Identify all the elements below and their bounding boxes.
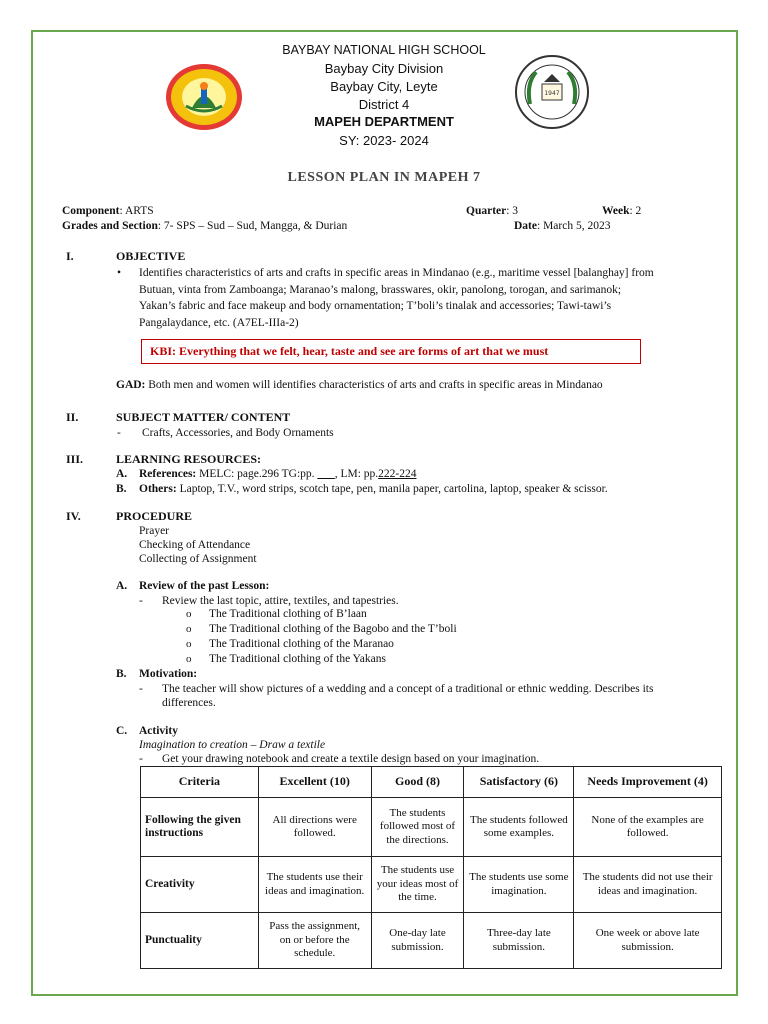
prelim-assignment: Collecting of Assignment [139, 553, 257, 565]
review-bullet-1: o [186, 608, 192, 620]
rubric-cell: One week or above late submission. [574, 913, 722, 969]
activity-title: Activity [139, 725, 178, 737]
school-name: BAYBAY NATIONAL HIGH SCHOOL [282, 43, 486, 57]
review-item-2: The Traditional clothing of the Bagobo and the T’boli [209, 623, 457, 635]
week-value: : 2 [629, 205, 642, 217]
rubric-cell: Three-day late submission. [464, 913, 574, 969]
others-title: Others: [139, 483, 177, 495]
rubric-criteria-cell: Punctuality [141, 913, 259, 969]
activity-text: Get your drawing notebook and create a textile design based on your imagination. [162, 753, 540, 765]
component-label: Component [62, 205, 120, 217]
rubric-cell: All directions were followed. [258, 798, 371, 857]
rubric-header-satisfactory: Satisfactory (6) [464, 767, 574, 798]
objective-line-4: Pangalaydance, etc. (A7EL-IIIa-2) [139, 316, 299, 329]
prelim-prayer: Prayer [139, 525, 170, 537]
objective-bullet: • [117, 267, 122, 279]
rubric-header-criteria: Criteria [141, 767, 259, 798]
prelim-attendance: Checking of Attendance [139, 539, 251, 551]
rubric-header-needs-improvement: Needs Improvement (4) [574, 767, 722, 798]
section-number-4: IV. [66, 509, 81, 523]
kbi-box: KBI: Everything that we felt, hear, taste and see are forms of art that we must [141, 339, 641, 364]
component-value: : ARTS [119, 205, 154, 217]
rubric-cell: The students use some imagination. [464, 857, 574, 913]
objective-line-1: Identifies characteristics of arts and crafts in specific areas in Mindanao (e.g., maritime vessel [balanghay] from [139, 267, 654, 279]
rubric-header-good: Good (8) [371, 767, 464, 798]
city-name: Baybay City, Leyte [330, 79, 438, 94]
subject-dash: - [117, 427, 121, 439]
section-number-1: I. [66, 249, 74, 263]
department-name: MAPEH DEPARTMENT [314, 114, 454, 129]
subject-heading: SUBJECT MATTER/ CONTENT [116, 410, 291, 424]
subject-item: Crafts, Accessories, and Body Ornaments [142, 427, 334, 439]
date-row [514, 219, 610, 233]
procedure-heading: PROCEDURE [116, 509, 193, 523]
review-title: Review of the past Lesson: [139, 580, 270, 592]
school-year: SY: 2023- 2024 [339, 133, 429, 148]
rubric-cell: The students followed most of the directions. [371, 798, 464, 857]
lm-pages: 222-224 [378, 468, 417, 480]
rubric-cell: None of the examples are followed. [574, 798, 722, 857]
rubric-table [140, 766, 722, 969]
objective-line-2: Butuan, vinta from Zamboanga; Maranao’s malong, brasswares, okir, panolong, torogan, and sarimanok; [139, 283, 622, 296]
motivation-line-1: The teacher will show pictures of a wedding and a concept of a traditional or ethnic wedding. Describes its [162, 683, 654, 695]
rubric-cell: The students use your ideas most of the time. [371, 857, 464, 913]
district-name: District 4 [358, 97, 410, 112]
objective-line-3: Yakan’s fabric and face makeup and body ornamentation; T’boli’s tinalak and accessories; Tawi-tawi’s [139, 300, 612, 312]
rubric-header-row [141, 767, 722, 798]
review-item-3: The Traditional clothing of the Maranao [209, 638, 394, 650]
review-item-4: The Traditional clothing of the Yakans [209, 653, 386, 665]
rubric-header-excellent: Excellent (10) [258, 767, 371, 798]
references-text-1: MELC: page.296 TG:pp. [196, 468, 318, 480]
review-bullet-2: o [186, 623, 192, 635]
references-text-2: , LM: pp. [334, 468, 379, 480]
section-number-2: II. [66, 410, 79, 424]
review-bullet-4: o [186, 653, 192, 665]
tg-pages-blank: ___ [317, 468, 335, 480]
others-letter: B. [116, 483, 127, 495]
review-text: Review the last topic, attire, textiles, and tapestries. [162, 595, 399, 607]
rubric-cell: Pass the assignment, on or before the schedule. [258, 913, 371, 969]
motivation-line-2: differences. [162, 697, 216, 709]
week-label: Week [602, 205, 630, 217]
gad-text: Both men and women will identifies characteristics of arts and crafts in specific areas in Mindanao [145, 379, 603, 391]
objective-text [139, 265, 721, 331]
grades-row [62, 219, 347, 233]
seal-year: 1947 [544, 90, 560, 97]
grades-value: : 7- SPS – Sud – Sud, Mangga, & Durian [157, 220, 348, 232]
rubric-criteria-cell: Following the given instructions [141, 798, 259, 857]
table-row [141, 913, 722, 969]
rubric-cell: The students followed some examples. [464, 798, 574, 857]
rubric-cell: The students did not use their ideas and imagination. [574, 857, 722, 913]
review-dash: - [139, 595, 143, 607]
rubric-cell: One-day late submission. [371, 913, 464, 969]
motivation-letter: B. [116, 668, 127, 680]
quarter-row [466, 204, 518, 218]
activity-subtitle: Imagination to creation – Draw a textile [139, 739, 326, 751]
motivation-dash: - [139, 683, 143, 695]
motivation-title: Motivation: [139, 668, 198, 680]
page-title: LESSON PLAN IN MAPEH 7 [287, 170, 481, 185]
week-row [602, 204, 641, 218]
others-row [139, 482, 608, 496]
quarter-label: Quarter [466, 205, 507, 217]
review-letter: A. [116, 580, 128, 592]
table-row [141, 857, 722, 913]
gad-row [116, 378, 603, 392]
grades-label: Grades and Section [62, 220, 158, 232]
table-row [141, 798, 722, 857]
rubric-criteria-cell: Creativity [141, 857, 259, 913]
date-label: Date [514, 220, 537, 232]
review-item-1: The Traditional clothing of B’laan [209, 608, 367, 620]
section-number-3: III. [66, 452, 84, 466]
gad-label: GAD: [116, 379, 146, 391]
objective-heading: OBJECTIVE [116, 249, 186, 263]
rubric-cell: The students use their ideas and imagination. [258, 857, 371, 913]
references-letter: A. [116, 468, 128, 480]
review-bullet-3: o [186, 638, 192, 650]
division-name: Baybay City Division [324, 61, 444, 76]
references-row [139, 467, 416, 481]
resources-heading: LEARNING RESOURCES: [116, 452, 262, 466]
component-row [62, 204, 154, 218]
activity-dash: - [139, 753, 143, 765]
quarter-value: : 3 [506, 205, 519, 217]
references-title: References: [139, 468, 197, 480]
others-text: Laptop, T.V., word strips, scotch tape, pen, manila paper, cartolina, laptop, speaker & scissor. [176, 483, 608, 495]
activity-letter: C. [116, 725, 128, 737]
date-value: : March 5, 2023 [537, 220, 611, 232]
